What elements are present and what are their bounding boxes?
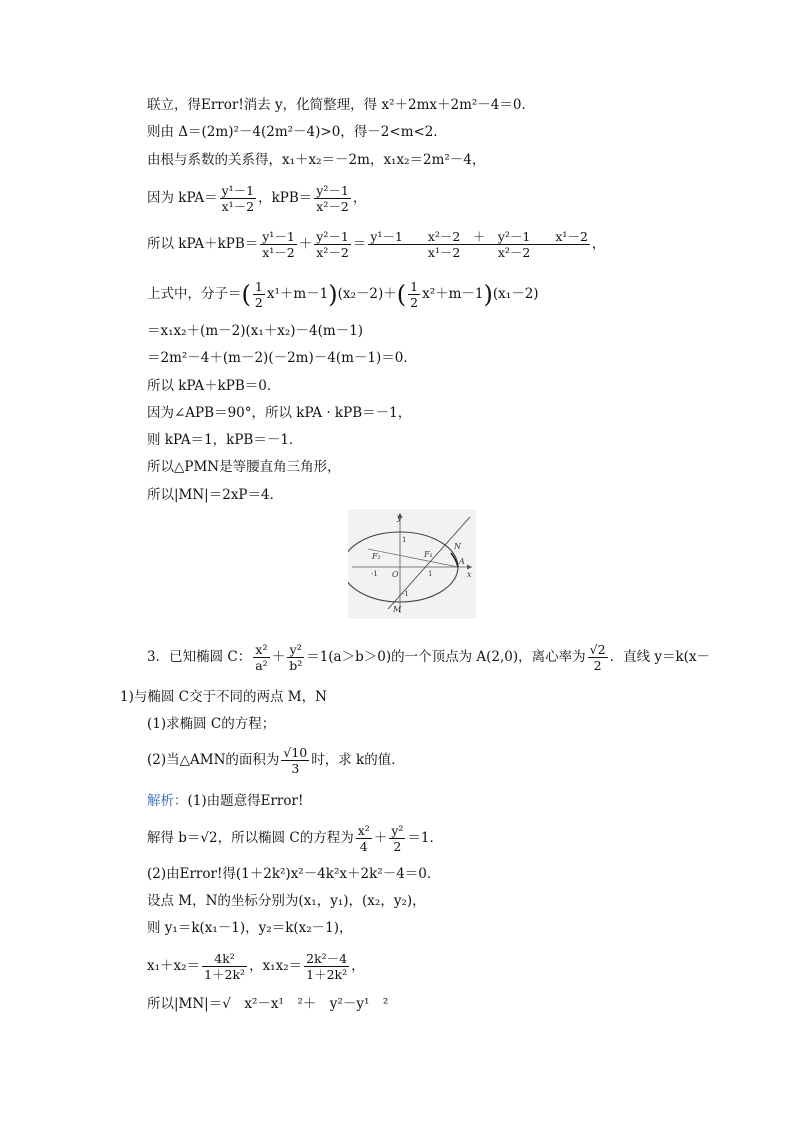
paren: ) bbox=[328, 280, 338, 309]
denominator: 1＋2k² bbox=[306, 967, 348, 982]
numerator: √2 bbox=[589, 642, 606, 657]
text: (x₂－2)＋ bbox=[337, 286, 397, 302]
text: x₁＋x₂＝ bbox=[147, 958, 201, 974]
numerator: 1 bbox=[254, 279, 263, 294]
f1-label: F₁ bbox=[424, 550, 433, 559]
text-line-fraction bbox=[147, 183, 366, 214]
text-line: (1)求椭圆 C的方程； bbox=[147, 716, 276, 732]
text-line-fraction bbox=[147, 745, 405, 776]
numerator: x² bbox=[253, 642, 269, 658]
text: (x₁－2) bbox=[492, 286, 539, 302]
fraction bbox=[287, 642, 304, 673]
text: ， bbox=[352, 190, 367, 206]
text: ＋ bbox=[271, 649, 286, 665]
text-line: 所以|MN|＝2xP＝4． bbox=[147, 487, 284, 503]
fraction bbox=[281, 745, 309, 776]
tick-label-y1: 1 bbox=[402, 536, 407, 544]
fraction bbox=[314, 183, 351, 214]
text: ， bbox=[591, 236, 606, 252]
denominator: x¹－2 x²－2 bbox=[427, 245, 531, 260]
numerator: y² bbox=[287, 642, 304, 658]
a-label: A bbox=[459, 557, 465, 566]
solution-line bbox=[147, 793, 303, 809]
text: 上式中，分子＝ bbox=[147, 286, 242, 302]
x-label: x bbox=[467, 570, 472, 579]
text: ＋ bbox=[373, 830, 388, 846]
numerator: √10 bbox=[283, 745, 308, 760]
fraction bbox=[253, 642, 269, 673]
m-label: M bbox=[393, 605, 402, 614]
text-line-fraction bbox=[147, 951, 365, 982]
text-line: ＝x₁x₂＋(m－2)(x₁＋x₂)－4(m－1) bbox=[147, 323, 364, 339]
denominator: 1＋2k² bbox=[204, 967, 246, 982]
text: 解得 b＝√2，所以椭圆 C的方程为 bbox=[147, 830, 354, 846]
text: 3．已知椭圆 C： bbox=[147, 649, 252, 665]
text-line: 设点 M，N的坐标分别为(x₁，y₁)，(x₂，y₂)， bbox=[147, 893, 426, 909]
denominator: 2 bbox=[410, 295, 419, 310]
text-line: 所以|MN|＝√ x²－x¹ ²＋ y²－y¹ ² bbox=[147, 996, 389, 1012]
numerator: x² bbox=[357, 823, 370, 838]
text-line: 所以 kPA＋kPB＝0． bbox=[147, 378, 281, 394]
text-line: 联立，得Error!消去 y，化简整理，得 x²＋2mx＋2m²－4＝0． bbox=[147, 97, 535, 113]
numerator: y²－1 bbox=[316, 183, 349, 198]
denominator: 2 bbox=[593, 658, 602, 673]
text: ＝ bbox=[352, 236, 367, 252]
denominator: a² bbox=[255, 658, 268, 673]
numerator: y²－1 bbox=[316, 229, 349, 244]
text: x²＋m－1 bbox=[422, 286, 484, 302]
question-3-line1 bbox=[147, 642, 710, 673]
text: ，x₁x₂＝ bbox=[249, 958, 303, 974]
fraction bbox=[588, 642, 608, 673]
text: 所以 kPA＋kPB＝ bbox=[147, 236, 259, 252]
tick-label-yneg1: -1 bbox=[402, 590, 409, 598]
origin-label: O bbox=[392, 570, 399, 579]
text: ＋ bbox=[298, 236, 313, 252]
fraction bbox=[253, 279, 265, 310]
denominator: 2 bbox=[254, 295, 263, 310]
paren: ( bbox=[241, 280, 251, 309]
paren: ( bbox=[396, 280, 407, 309]
text: ，kPB＝ bbox=[258, 190, 313, 206]
fraction bbox=[202, 951, 247, 982]
text-line: 因为∠APB＝90°，所以 kPA · kPB＝－1， bbox=[147, 405, 412, 421]
text-line-fraction bbox=[147, 823, 443, 854]
denominator: b² bbox=[289, 658, 303, 673]
denominator: 3 bbox=[291, 761, 300, 776]
fraction bbox=[304, 951, 349, 982]
tick-label-xneg1: -1 bbox=[371, 570, 378, 578]
text: (2)当△AMN的面积为 bbox=[147, 752, 280, 768]
ellipse-diagram bbox=[348, 509, 476, 619]
text-line: 则由 Δ＝(2m)²－4(2m²－4)>0，得－2<m<2． bbox=[147, 124, 447, 140]
text: ＝1(a＞b＞0)的一个顶点为 A(2,0)，离心率为 bbox=[306, 649, 586, 665]
n-label: N bbox=[454, 542, 461, 551]
numerator: 1 bbox=[410, 279, 419, 294]
tick-label-x1: 1 bbox=[428, 570, 433, 578]
text: ．直线 y＝k(x－ bbox=[609, 649, 711, 665]
text: ， bbox=[351, 958, 365, 974]
text-line: (2)由Error!得(1＋2k²)x²－4k²x＋2k²－4＝0． bbox=[147, 866, 441, 882]
fraction bbox=[356, 823, 372, 854]
text: (1)由题意得Error! bbox=[187, 793, 304, 809]
fraction bbox=[408, 279, 420, 310]
text-line: 所以△PMN是等腰直角三角形， bbox=[147, 459, 341, 475]
fraction bbox=[314, 229, 351, 260]
numerator: y¹－1 x²－2 ＋ y²－1 x¹－2 bbox=[370, 229, 588, 244]
text-line-fraction bbox=[147, 229, 605, 260]
denominator: 4 bbox=[359, 839, 368, 854]
numerator: y¹－1 bbox=[221, 183, 255, 198]
text-line: 由根与系数的关系得，x₁＋x₂＝－2m，x₁x₂＝2m²－4， bbox=[147, 152, 486, 168]
y-label: y bbox=[397, 513, 402, 522]
denominator: x²－2 bbox=[316, 199, 349, 214]
text: 因为 kPA＝ bbox=[147, 190, 218, 206]
numerator: y¹－1 bbox=[262, 229, 295, 244]
f2-label: F₂ bbox=[372, 552, 381, 561]
fraction bbox=[389, 823, 405, 854]
paren: ) bbox=[483, 280, 493, 309]
numerator: 2k²－4 bbox=[306, 951, 348, 966]
text: x¹＋m－1 bbox=[266, 286, 329, 302]
text-line: 则 kPA＝1，kPB＝－1． bbox=[147, 432, 303, 448]
text-line: ＝2m²－4＋(m－2)(－2m)－4(m－1)＝0． bbox=[147, 350, 417, 366]
fraction bbox=[220, 183, 257, 214]
text: 时，求 k的值． bbox=[311, 752, 405, 768]
denominator: 2 bbox=[393, 839, 402, 854]
text-line: 1)与椭圆 C交于不同的两点 M，N bbox=[120, 689, 327, 705]
solution-label: 解析： bbox=[147, 793, 188, 809]
denominator: x¹－2 bbox=[262, 245, 295, 260]
text-line-fraction bbox=[147, 279, 539, 310]
fraction bbox=[260, 229, 297, 260]
denominator: x²－2 bbox=[316, 245, 349, 260]
text-line: 则 y₁＝k(x₁－1)，y₂＝k(x₂－1)， bbox=[147, 920, 353, 936]
numerator: y² bbox=[391, 823, 404, 838]
fraction bbox=[368, 229, 590, 260]
numerator: 4k² bbox=[202, 951, 247, 967]
denominator: x¹－2 bbox=[221, 199, 255, 214]
text: ＝1． bbox=[407, 830, 443, 846]
